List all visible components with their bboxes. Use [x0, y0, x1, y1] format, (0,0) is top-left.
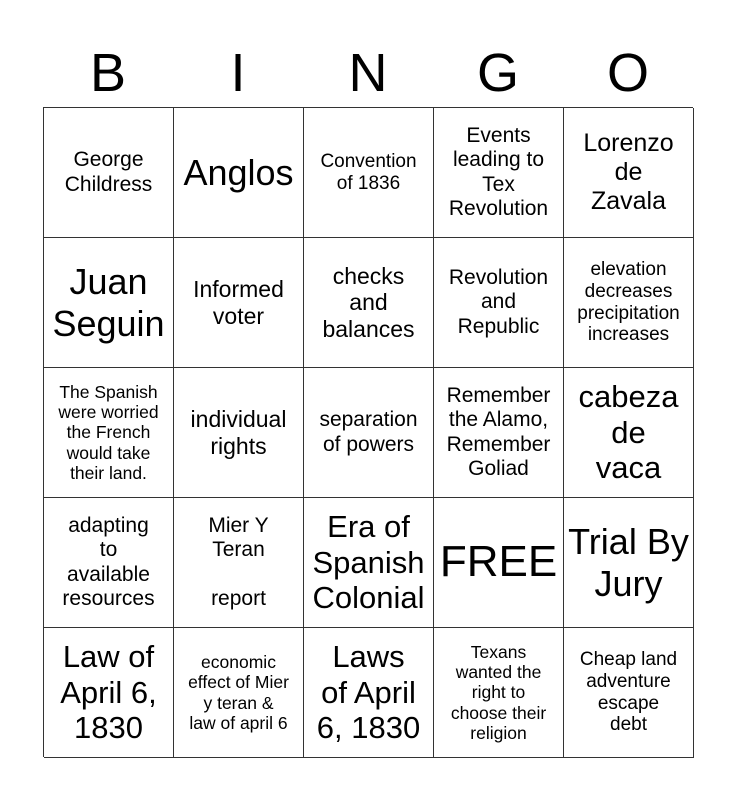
- bingo-cell[interactable]: [564, 108, 694, 238]
- cell-text: Informed voter: [193, 276, 284, 329]
- cell-text: elevation decreases precipitation increases: [577, 258, 680, 346]
- bingo-cell[interactable]: [434, 238, 564, 368]
- bingo-cell[interactable]: [304, 498, 434, 628]
- cell-text: Remember the Alamo, Remember Goliad: [446, 384, 551, 480]
- bingo-cell[interactable]: [434, 368, 564, 498]
- cell-text: Juan Seguin: [52, 261, 165, 344]
- header-letter-i: I: [230, 43, 246, 103]
- bingo-cell[interactable]: [564, 238, 694, 368]
- bingo-cell[interactable]: [434, 628, 564, 758]
- cell-text: Mier Y Teran report: [208, 514, 269, 610]
- cell-text: individual rights: [190, 406, 287, 459]
- cell-text: economic effect of Mier y teran & law of april 6: [188, 652, 289, 733]
- bingo-cell[interactable]: [174, 498, 304, 628]
- bingo-cell[interactable]: [434, 108, 564, 238]
- cell-text: cabeza de vaca: [578, 379, 679, 486]
- bingo-cell[interactable]: [44, 368, 174, 498]
- header-letter-n: N: [348, 43, 388, 103]
- bingo-cell[interactable]: [304, 368, 434, 498]
- bingo-cell[interactable]: [174, 368, 304, 498]
- bingo-cell[interactable]: [564, 628, 694, 758]
- free-space[interactable]: [434, 498, 564, 628]
- cell-text: George Childress: [64, 148, 153, 196]
- cell-text: Cheap land adventure escape debt: [579, 648, 678, 736]
- bingo-cell[interactable]: [44, 498, 174, 628]
- cell-text: Events leading to Tex Revolution: [448, 124, 549, 220]
- cell-text: The Spanish were worried the French would take their land.: [58, 382, 159, 483]
- cell-text: Era of Spanish Colonial: [312, 509, 425, 616]
- cell-text: separation of powers: [319, 408, 418, 456]
- bingo-cell[interactable]: [564, 368, 694, 498]
- bingo-cell[interactable]: [304, 238, 434, 368]
- bingo-cell[interactable]: [44, 108, 174, 238]
- bingo-cell[interactable]: [174, 238, 304, 368]
- cell-text: Convention of 1836: [320, 150, 417, 194]
- free-space-label: FREE: [439, 537, 558, 587]
- cell-text: Anglos: [183, 151, 294, 193]
- header-letter-g: G: [476, 43, 519, 103]
- bingo-card: [43, 107, 693, 757]
- header-letter-b: B: [89, 43, 127, 103]
- bingo-cell[interactable]: [304, 628, 434, 758]
- bingo-cell[interactable]: [304, 108, 434, 238]
- cell-text: checks and balances: [322, 262, 415, 342]
- bingo-header: [43, 40, 693, 106]
- bingo-cell[interactable]: [174, 108, 304, 238]
- header-letter-o: O: [606, 43, 649, 103]
- cell-text: adapting to available resources: [62, 514, 155, 610]
- cell-text: Revolution and Republic: [448, 266, 549, 338]
- cell-text: Lorenzo de Zavala: [583, 129, 674, 215]
- bingo-cell[interactable]: [44, 628, 174, 758]
- bingo-cell[interactable]: [44, 238, 174, 368]
- cell-text: Trial By Jury: [568, 521, 689, 604]
- cell-text: Texans wanted the right to choose their religion: [450, 642, 547, 743]
- bingo-cell[interactable]: [174, 628, 304, 758]
- cell-text: Laws of April 6, 1830: [316, 639, 421, 746]
- cell-text: Law of April 6, 1830: [60, 639, 157, 746]
- bingo-cell[interactable]: [564, 498, 694, 628]
